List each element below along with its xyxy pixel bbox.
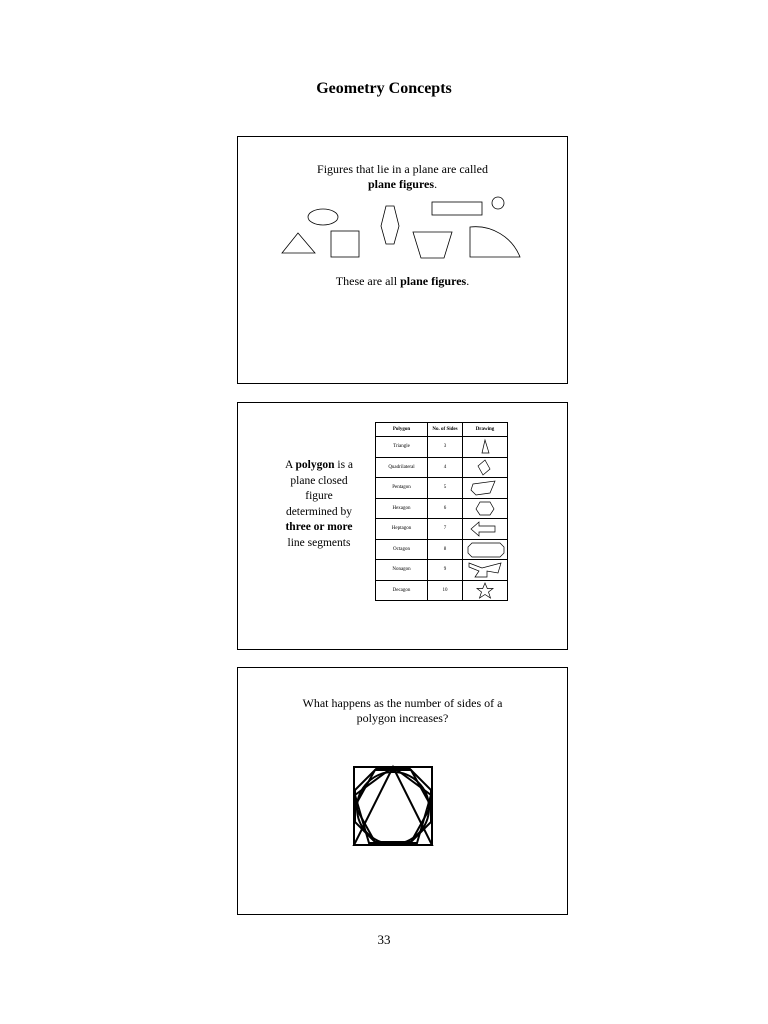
star-icon: [465, 581, 505, 600]
header-polygon: Polygon: [376, 423, 428, 437]
rectangle-shape: [432, 202, 482, 215]
table-row: [376, 437, 508, 458]
plane-figures-definition: Figures that lie in a plane are called: [317, 162, 488, 176]
polygon-drawing: [463, 519, 508, 540]
polygon-name: Octagon: [376, 539, 428, 560]
polygon-definition-line5: [276, 520, 362, 536]
polygon-name: Heptagon: [376, 519, 428, 540]
triangle-shape: [282, 233, 315, 253]
polygon-definition-line1: [276, 458, 362, 474]
question-line1: What happens as the number of sides of a: [302, 696, 503, 710]
polygon-definition-line2: plane closed: [290, 474, 348, 487]
plane-figures-drawings: [238, 137, 569, 385]
polygon-sides: 4: [428, 457, 463, 478]
polygon-drawing: [463, 437, 508, 458]
table-row: [376, 539, 508, 560]
circle-shape: [492, 197, 504, 209]
polygon-sides: 9: [428, 560, 463, 581]
polygon-sides: 5: [428, 478, 463, 499]
polygon-drawing: [463, 560, 508, 581]
polygon-name: Nonagon: [376, 560, 428, 581]
slide-increasing-sides: [237, 667, 568, 915]
ellipse-shape: [308, 209, 338, 225]
header-sides: No. of Sides: [428, 423, 463, 437]
polygon-definition-line6: line segments: [287, 536, 351, 549]
trapezoid-shape: [413, 232, 452, 258]
caption-text: These are all: [335, 274, 401, 288]
triangle-icon: [465, 437, 505, 456]
def-polygon-term: polygon: [295, 459, 335, 471]
table-row: [376, 498, 508, 519]
plane-figures-term: plane figures: [367, 177, 435, 191]
polygon-definition-line4: determined by: [285, 505, 353, 518]
circle-outline: [357, 772, 429, 844]
page-title: Geometry Concepts: [316, 80, 452, 97]
polygon-name: Quadrilateral: [376, 457, 428, 478]
def-is-a: is a: [334, 459, 354, 471]
polygon-name: Hexagon: [376, 498, 428, 519]
question-line2: polygon increases?: [356, 711, 449, 725]
polygon-definition-line3: figure: [305, 490, 333, 502]
def-a: A: [284, 459, 296, 471]
table-row: [376, 580, 508, 601]
inscribed-polygons-diagram: [351, 764, 435, 848]
plane-figures-period: .: [434, 177, 438, 191]
circular-sector-shape: [470, 227, 520, 257]
table-row: [376, 560, 508, 581]
header-drawing: Drawing: [463, 423, 508, 437]
polygon-drawing: [463, 539, 508, 560]
def-three-or-more: three or more: [285, 521, 353, 533]
slide-polygon-definition: [237, 402, 568, 650]
table-row: [376, 457, 508, 478]
polygon-drawing: [463, 498, 508, 519]
polygon-drawing: [463, 478, 508, 499]
table-header-row: [376, 423, 508, 437]
slide-plane-figures: [237, 136, 568, 384]
polygon-drawing: [463, 457, 508, 478]
caption-period: .: [466, 274, 470, 288]
table-row: [376, 519, 508, 540]
hexagon-tall-shape: [381, 206, 399, 244]
pentagon-icon: [465, 478, 505, 497]
polygon-sides: 8: [428, 539, 463, 560]
polygon-table: [375, 422, 508, 601]
table-row: [376, 478, 508, 499]
octagon-icon: [465, 540, 505, 559]
polygon-name: Decagon: [376, 580, 428, 601]
polygon-name: Triangle: [376, 437, 428, 458]
polygon-sides: 6: [428, 498, 463, 519]
heptagon-arrow-icon: [465, 519, 505, 538]
polygon-sides: 10: [428, 580, 463, 601]
polygon-drawing: [463, 580, 508, 601]
page-number: 33: [377, 932, 391, 947]
polygon-name: Pentagon: [376, 478, 428, 499]
hexagon-icon: [465, 499, 505, 518]
polygon-sides: 7: [428, 519, 463, 540]
square-shape: [331, 231, 359, 257]
nonagon-icon: [465, 560, 505, 579]
plane-figures-caption: [238, 274, 567, 289]
polygon-definition: [276, 458, 362, 551]
quadrilateral-icon: [465, 458, 505, 477]
polygon-sides: 3: [428, 437, 463, 458]
caption-term: plane figures: [400, 274, 467, 288]
